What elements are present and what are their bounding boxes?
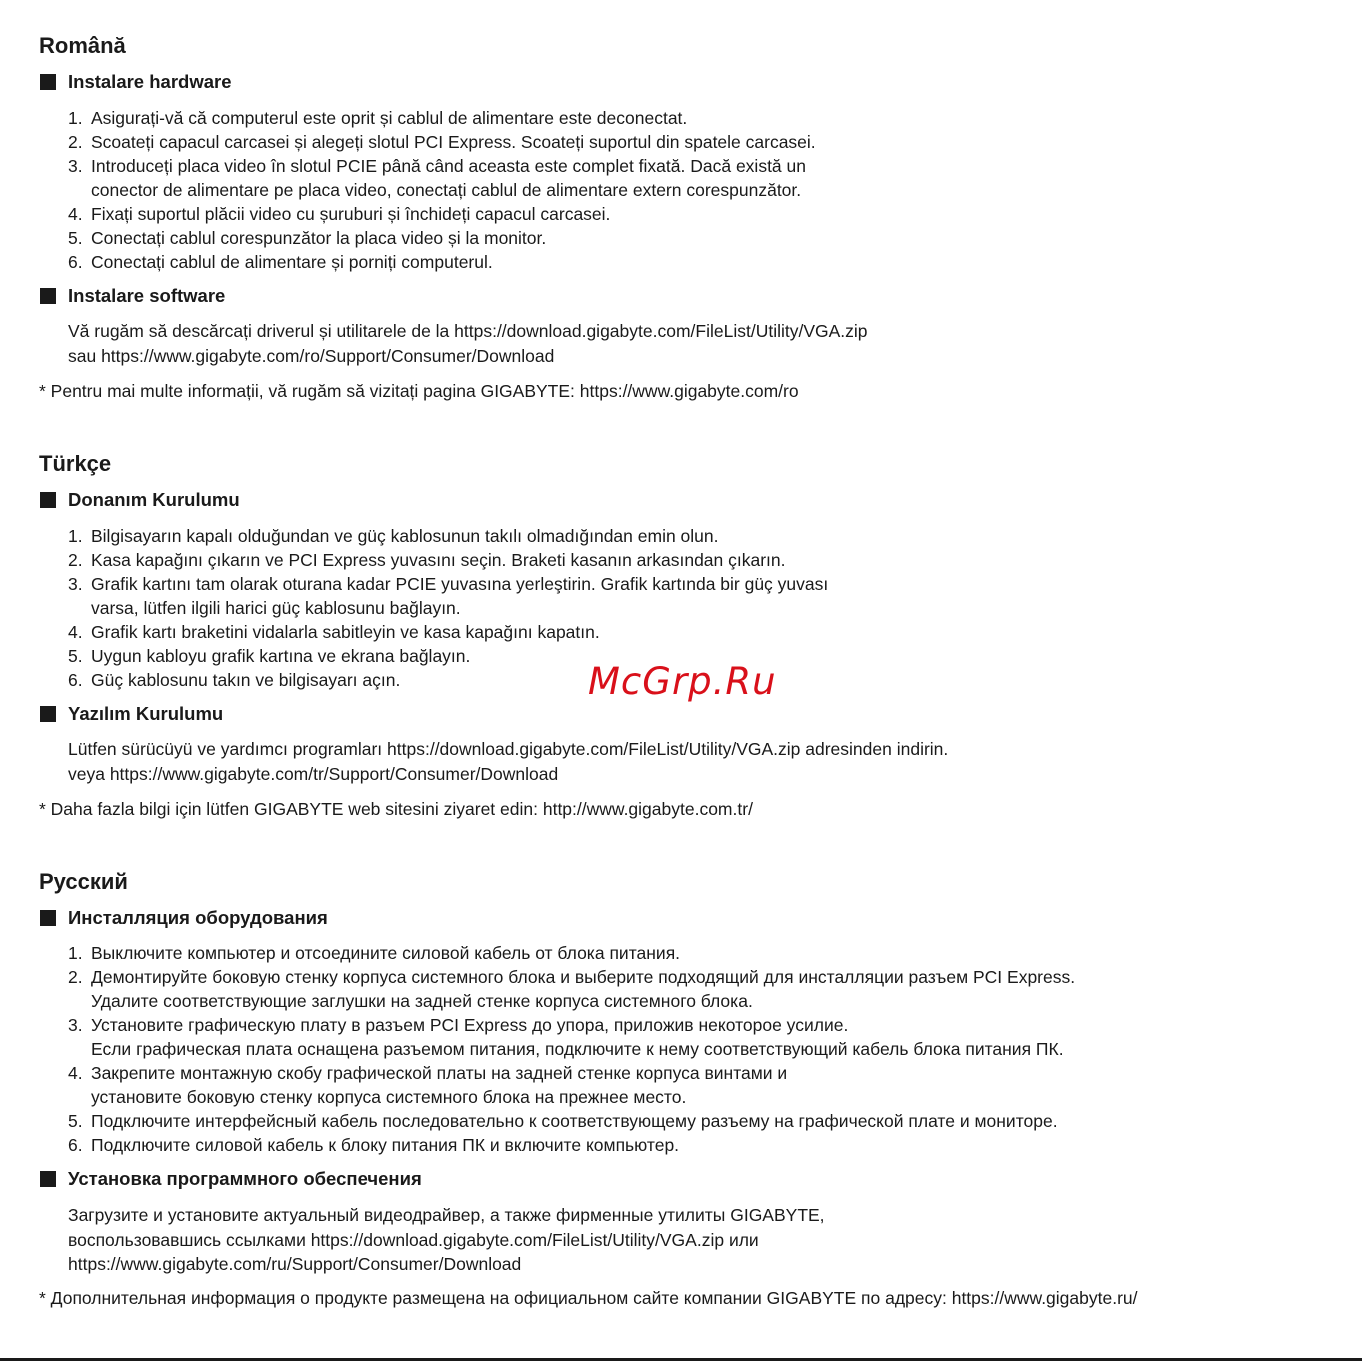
step-text: Uygun kabloyu grafik kartına ve ekrana bağlayın. bbox=[91, 646, 471, 666]
list-item bbox=[68, 572, 828, 620]
software-install-title: Instalare software bbox=[68, 285, 226, 306]
watermark-text: McGrp.Ru bbox=[588, 660, 777, 703]
step-text: Grafik kartı braketini vidalarla sabitleyin ve kasa kapağını kapatın. bbox=[91, 622, 600, 642]
software-instructions bbox=[68, 319, 868, 368]
square-bullet-icon bbox=[40, 706, 56, 722]
list-item bbox=[68, 130, 816, 154]
hardware-steps bbox=[68, 106, 816, 274]
square-bullet-icon bbox=[40, 910, 56, 926]
step-number: 3. bbox=[68, 1015, 83, 1035]
step-number: 3. bbox=[68, 574, 83, 594]
hardware-install-heading bbox=[40, 71, 232, 93]
step-text: Fixați suportul plăcii video cu șuruburi și închideți capacul carcasei. bbox=[91, 204, 611, 224]
square-bullet-icon bbox=[40, 1171, 56, 1187]
step-text: Conectați cablul de alimentare și porniți computerul. bbox=[91, 252, 493, 272]
hardware-install-heading bbox=[40, 489, 240, 511]
list-item bbox=[68, 154, 816, 202]
step-line bbox=[68, 1061, 1075, 1085]
step-line bbox=[68, 965, 1075, 989]
software-text-line: https://www.gigabyte.com/ru/Support/Consumer/Download bbox=[68, 1254, 522, 1274]
step-line bbox=[68, 154, 816, 178]
step-line bbox=[68, 250, 816, 274]
step-text: Подключите интерфейсный кабель последовательно к соответствующему разъему на графической плате и мониторе. bbox=[91, 1111, 1058, 1131]
more-info-note: * Дополнительная информация о продукте размещена на официальном сайте компании GIGABYTE по адресу: https://www.gigabyte.ru/ bbox=[39, 1288, 1138, 1308]
step-number: 5. bbox=[68, 228, 83, 248]
step-line bbox=[68, 202, 816, 226]
list-item bbox=[68, 620, 828, 644]
software-instructions bbox=[68, 737, 948, 786]
step-number: 4. bbox=[68, 204, 83, 224]
step-number: 6. bbox=[68, 1135, 83, 1155]
step-continuation: установите боковую стенку корпуса системного блока на прежнее место. bbox=[91, 1087, 687, 1107]
software-install-heading bbox=[40, 703, 223, 725]
step-number: 1. bbox=[68, 108, 83, 128]
step-number: 4. bbox=[68, 1063, 83, 1083]
step-number: 5. bbox=[68, 1111, 83, 1131]
step-text: Scoateți capacul carcasei și alegeți slotul PCI Express. Scoateți suportul din spatele carcasei. bbox=[91, 132, 816, 152]
software-text-line: sau https://www.gigabyte.com/ro/Support/Consumer/Download bbox=[68, 345, 555, 366]
section-title: Türkçe bbox=[39, 451, 112, 476]
step-number: 6. bbox=[68, 670, 83, 690]
software-install-heading bbox=[40, 285, 225, 307]
list-item bbox=[68, 1061, 1075, 1109]
hardware-install-title: Donanım Kurulumu bbox=[68, 489, 240, 510]
step-text: Выключите компьютер и отсоедините силовой кабель от блока питания. bbox=[91, 943, 681, 963]
step-line bbox=[68, 941, 1075, 965]
step-line bbox=[68, 572, 828, 596]
software-text-line: veya https://www.gigabyte.com/tr/Support/Consumer/Download bbox=[68, 763, 559, 784]
section-title: Русский bbox=[39, 869, 128, 894]
hardware-install-heading bbox=[40, 907, 328, 929]
step-text: Подключите силовой кабель к блоку питания ПК и включите компьютер. bbox=[91, 1135, 680, 1155]
more-info-note: * Pentru mai multe informații, vă rugăm să vizitați pagina GIGABYTE: https://www.gigabyte.com/ro bbox=[39, 381, 799, 401]
step-number: 5. bbox=[68, 646, 83, 666]
step-number: 1. bbox=[68, 526, 83, 546]
step-text: Güç kablosunu takın ve bilgisayarı açın. bbox=[91, 670, 401, 690]
step-text: Закрепите монтажную скобу графической платы на задней стенке корпуса винтами и bbox=[91, 1063, 788, 1083]
step-line bbox=[68, 548, 828, 572]
list-item bbox=[68, 1133, 1075, 1157]
software-install-heading bbox=[40, 1168, 422, 1190]
step-text: Установите графическую плату в разъем PCI Express до упора, приложив некоторое усилие. bbox=[91, 1015, 849, 1035]
step-number: 6. bbox=[68, 252, 83, 272]
step-text: Bilgisayarın kapalı olduğundan ve güç kablosunun takılı olmadığından emin olun. bbox=[91, 526, 719, 546]
step-continuation: conector de alimentare pe placa video, conectați cablul de alimentare extern corespunzător. bbox=[91, 180, 802, 200]
more-info-note: * Daha fazla bilgi için lütfen GIGABYTE web sitesini ziyaret edin: http://www.gigabyte.com.tr/ bbox=[39, 799, 753, 819]
list-item bbox=[68, 1013, 1075, 1061]
software-text-line: Vă rugăm să descărcați driverul și utilitarele de la https://download.gigabyte.com/FileList/Utility/VGA.zip bbox=[68, 321, 868, 341]
step-line bbox=[68, 620, 828, 644]
software-instructions bbox=[68, 1203, 825, 1277]
hardware-install-title: Instalare hardware bbox=[68, 71, 232, 92]
step-line bbox=[68, 1133, 1075, 1157]
step-line bbox=[68, 106, 816, 130]
step-number: 4. bbox=[68, 622, 83, 642]
step-line bbox=[68, 524, 828, 548]
list-item bbox=[68, 250, 816, 274]
list-item bbox=[68, 548, 828, 572]
list-item bbox=[68, 941, 1075, 965]
step-line bbox=[68, 130, 816, 154]
step-number: 2. bbox=[68, 550, 83, 570]
list-item bbox=[68, 524, 828, 548]
step-number: 2. bbox=[68, 132, 83, 152]
step-line bbox=[68, 226, 816, 250]
step-text: Демонтируйте боковую стенку корпуса системного блока и выберите подходящий для инсталляции разъем PCI Express. bbox=[91, 967, 1076, 987]
step-continuation: Если графическая плата оснащена разъемом питания, подключите к нему соответствующий кабель блока питания ПК. bbox=[91, 1039, 1064, 1059]
step-continuation: varsa, lütfen ilgili harici güç kablosunu bağlayın. bbox=[91, 598, 461, 618]
step-number: 2. bbox=[68, 967, 83, 987]
step-continuation: Удалите соответствующие заглушки на задней стенке корпуса системного блока. bbox=[91, 991, 753, 1011]
list-item bbox=[68, 226, 816, 250]
step-text: Introduceți placa video în slotul PCIE până când aceasta este complet fixată. Dacă există un bbox=[91, 156, 806, 176]
step-line bbox=[68, 1109, 1075, 1133]
step-text: Kasa kapağını çıkarın ve PCI Express yuvasını seçin. Braketi kasanın arkasından çıkarın. bbox=[91, 550, 786, 570]
step-number: 3. bbox=[68, 156, 83, 176]
step-text: Conectați cablul corespunzător la placa video și la monitor. bbox=[91, 228, 547, 248]
software-text-line: Загрузите и установите актуальный видеодрайвер, а также фирменные утилиты GIGABYTE, bbox=[68, 1205, 825, 1225]
hardware-steps bbox=[68, 941, 1075, 1157]
software-install-title: Установка программного обеспечения bbox=[68, 1168, 422, 1189]
hardware-install-title: Инсталляция оборудования bbox=[68, 907, 328, 928]
list-item bbox=[68, 106, 816, 130]
square-bullet-icon bbox=[40, 492, 56, 508]
list-item bbox=[68, 1109, 1075, 1133]
step-text: Asigurați-vă că computerul este oprit și cablul de alimentare este deconectat. bbox=[91, 108, 688, 128]
section-title: Română bbox=[39, 33, 126, 58]
bottom-divider bbox=[0, 1358, 1362, 1361]
software-install-title: Yazılım Kurulumu bbox=[68, 703, 224, 724]
step-line bbox=[68, 1013, 1075, 1037]
software-text-line: воспользовавшись ссылками https://download.gigabyte.com/FileList/Utility/VGA.zip или bbox=[68, 1229, 759, 1250]
square-bullet-icon bbox=[40, 288, 56, 304]
square-bullet-icon bbox=[40, 74, 56, 90]
list-item bbox=[68, 965, 1075, 1013]
list-item bbox=[68, 202, 816, 226]
step-text: Grafik kartını tam olarak oturana kadar PCIE yuvasına yerleştirin. Grafik kartında bir güç yuvası bbox=[91, 574, 829, 594]
step-number: 1. bbox=[68, 943, 83, 963]
software-text-line: Lütfen sürücüyü ve yardımcı programları https://download.gigabyte.com/FileList/Utility/VGA.zip adresinden indirin. bbox=[68, 739, 949, 759]
